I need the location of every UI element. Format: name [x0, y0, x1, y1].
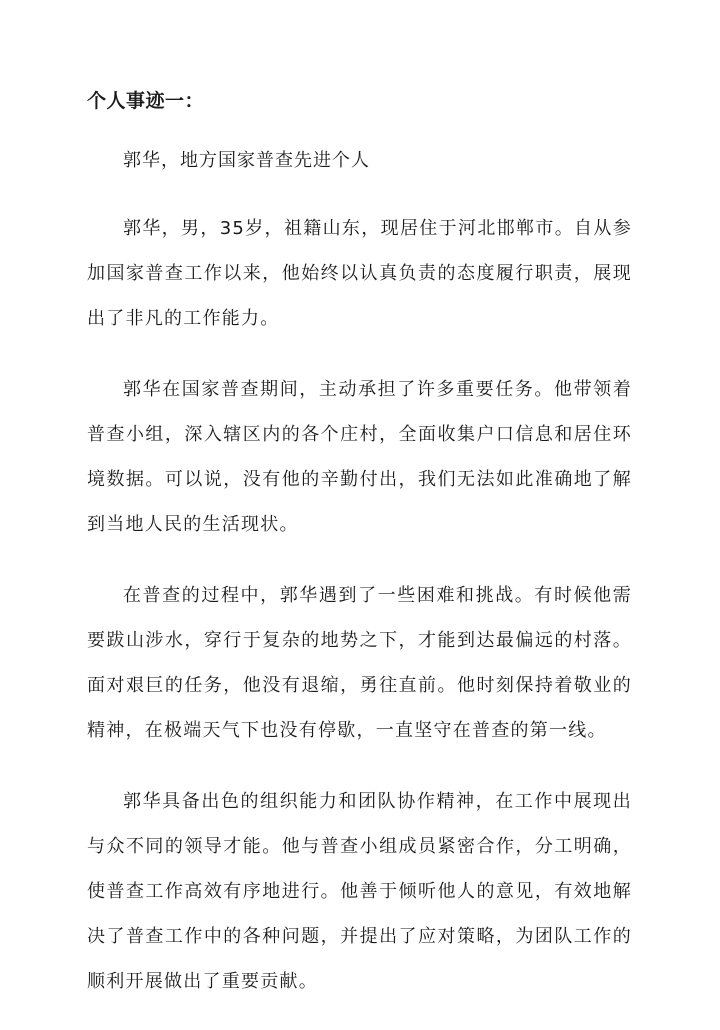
paragraph-teamwork: 郭华具备出色的组织能力和团队协作精神，在工作中展现出与众不同的领导才能。他与普查小组成员紧密合作，分工明确，使普查工作高效有序地进行。他善于倾听他人的意见，有效地解决了普查工作中的各种问题，并提出了应对策略，为团队工作的顺利开展做出了重要贡献。 — [87, 791, 632, 992]
paragraph-profile: 郭华，男，35岁，祖籍山东，现居住于河北邯郸市。自从参加国家普查工作以来，他始终以认真负责的态度履行职责，展现出了非凡的工作能力。 — [87, 218, 632, 329]
award-subtitle: 郭华，地方国家普查先进个人 — [123, 150, 370, 171]
paragraph-challenges: 在普查的过程中，郭华遇到了一些困难和挑战。有时候他需要跋山涉水，穿行于复杂的地势之下，才能到达最偏远的村落。面对艰巨的任务，他没有退缩，勇往直前。他时刻保持着敬业的精神，在极端天气下也没有停歇，一直坚守在普查的第一线。 — [87, 585, 632, 741]
paragraph-tasks: 郭华在国家普查期间，主动承担了许多重要任务。他带领着普查小组，深入辖区内的各个庄村，全面收集户口信息和居住环境数据。可以说，没有他的辛勤付出，我们无法如此准确地了解到当地人民的生活现状。 — [87, 379, 632, 535]
document-body — [87, 84, 632, 1030]
section-heading: 个人事迹一： — [87, 90, 205, 112]
